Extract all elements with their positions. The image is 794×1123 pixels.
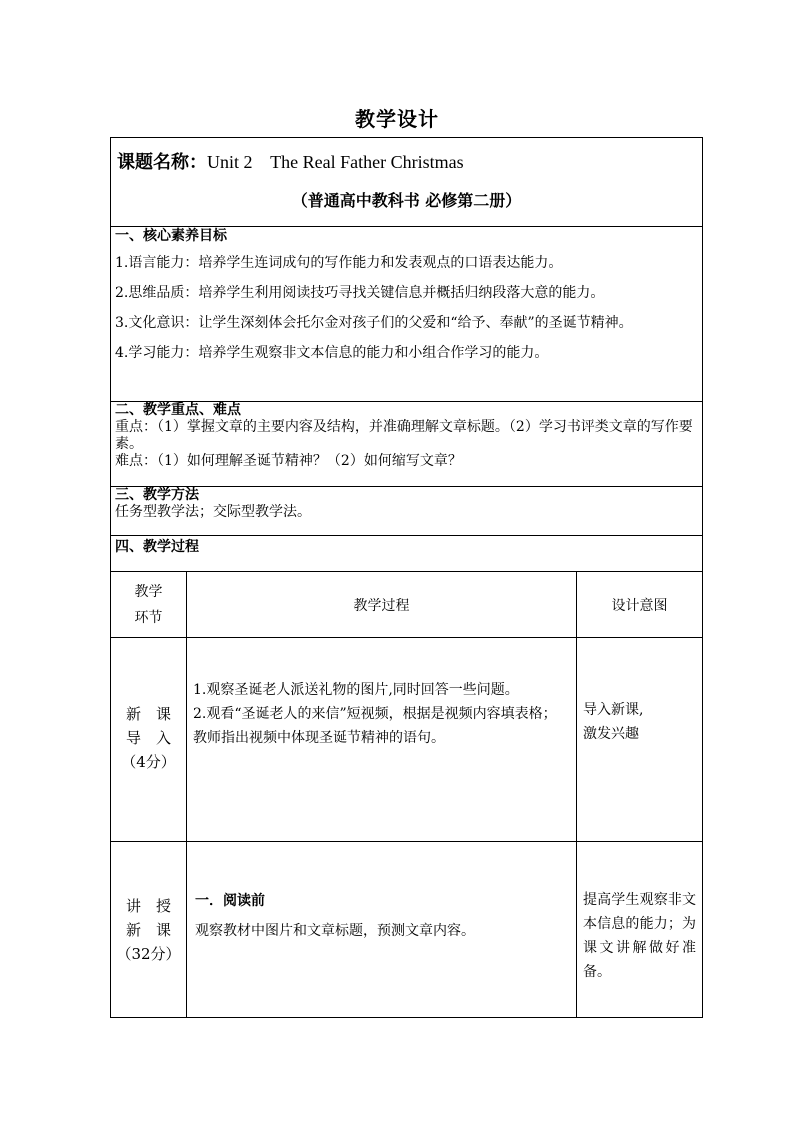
stage-line: 新 课	[125, 705, 171, 723]
key-points-heading: 二、教学重点、难点	[115, 402, 241, 418]
process-step: 1.观察圣诞老人派送礼物的图片,同时回答一些问题。	[193, 682, 519, 698]
intent-text: 提高学生观察非文本信息的能力；为课文讲解做好准备。	[583, 892, 697, 980]
stage-line: （4分）	[121, 753, 176, 771]
objective-item: 1.语言能力：培养学生连词成句的写作能力和发表观点的口语表达能力。	[115, 255, 563, 271]
objectives-heading: 一、核心素养目标	[115, 228, 227, 244]
difficult-point-text: 难点：（1）如何理解圣诞节精神？（2）如何缩写文章？	[115, 453, 462, 469]
lesson-title	[111, 138, 702, 182]
column-header-process: 教学过程	[187, 572, 577, 638]
stage-line: 新 课	[125, 921, 171, 939]
col-stage-line: 环节	[134, 609, 163, 626]
lesson-plan-table	[110, 137, 703, 1018]
intent-line: 导入新课,	[583, 702, 644, 718]
key-points-section	[111, 402, 703, 487]
objective-item: 4.学习能力：培养学生观察非文本信息的能力和小组合作学习的能力。	[115, 345, 549, 361]
process-subheading: 一．阅读前	[195, 893, 265, 909]
intent-line: 激发兴趣	[583, 726, 639, 742]
methods-heading: 三、教学方法	[115, 487, 199, 503]
lesson-name: Unit 2 The Real Father Christmas	[207, 152, 464, 172]
objective-item: 3.文化意识：让学生深刻体会托尔金对孩子们的父爱和“给予、奉献”的圣诞节精神。	[115, 315, 633, 331]
lesson-info-cell	[111, 138, 703, 183]
textbook-name: （普通高中教科书 必修第二册）	[291, 191, 522, 210]
stage-line: （32分）	[116, 945, 181, 963]
process-step: 2.观看“圣诞老人的来信”短视频，根据是视频内容填表格；教师指出视频中体现圣诞节精神的语句。	[193, 706, 557, 746]
column-header-stage	[111, 572, 187, 638]
process-step: 观察教材中图片和文章标题，预测文章内容。	[195, 923, 475, 939]
page-title: 教学设计	[355, 107, 439, 131]
lesson-label: 课题名称：	[117, 152, 207, 173]
process-heading: 四、教学过程	[115, 539, 199, 555]
objectives-section	[111, 227, 703, 402]
textbook-cell	[111, 182, 703, 227]
stage-cell-teaching	[111, 842, 187, 1018]
intent-cell-teaching	[577, 842, 703, 1018]
col-stage-line: 教学	[134, 583, 163, 600]
stage-cell-intro	[111, 638, 187, 842]
methods-text: 任务型教学法；交际型教学法。	[115, 504, 311, 520]
stage-line: 导 入	[125, 729, 171, 747]
objective-item: 2.思维品质：培养学生利用阅读技巧寻找关键信息并概括归纳段落大意的能力。	[115, 285, 605, 301]
process-section-heading-cell	[111, 536, 703, 572]
intent-cell-intro	[577, 638, 703, 842]
stage-line: 讲 授	[125, 897, 171, 915]
key-point-text: 重点：（1）掌握文章的主要内容及结构，并准确理解文章标题。（2）学习书评类文章的写作要素。	[115, 419, 693, 452]
methods-section	[111, 487, 703, 536]
process-cell-teaching	[187, 842, 577, 1018]
column-header-intent: 设计意图	[577, 572, 703, 638]
process-cell-intro	[187, 638, 577, 842]
